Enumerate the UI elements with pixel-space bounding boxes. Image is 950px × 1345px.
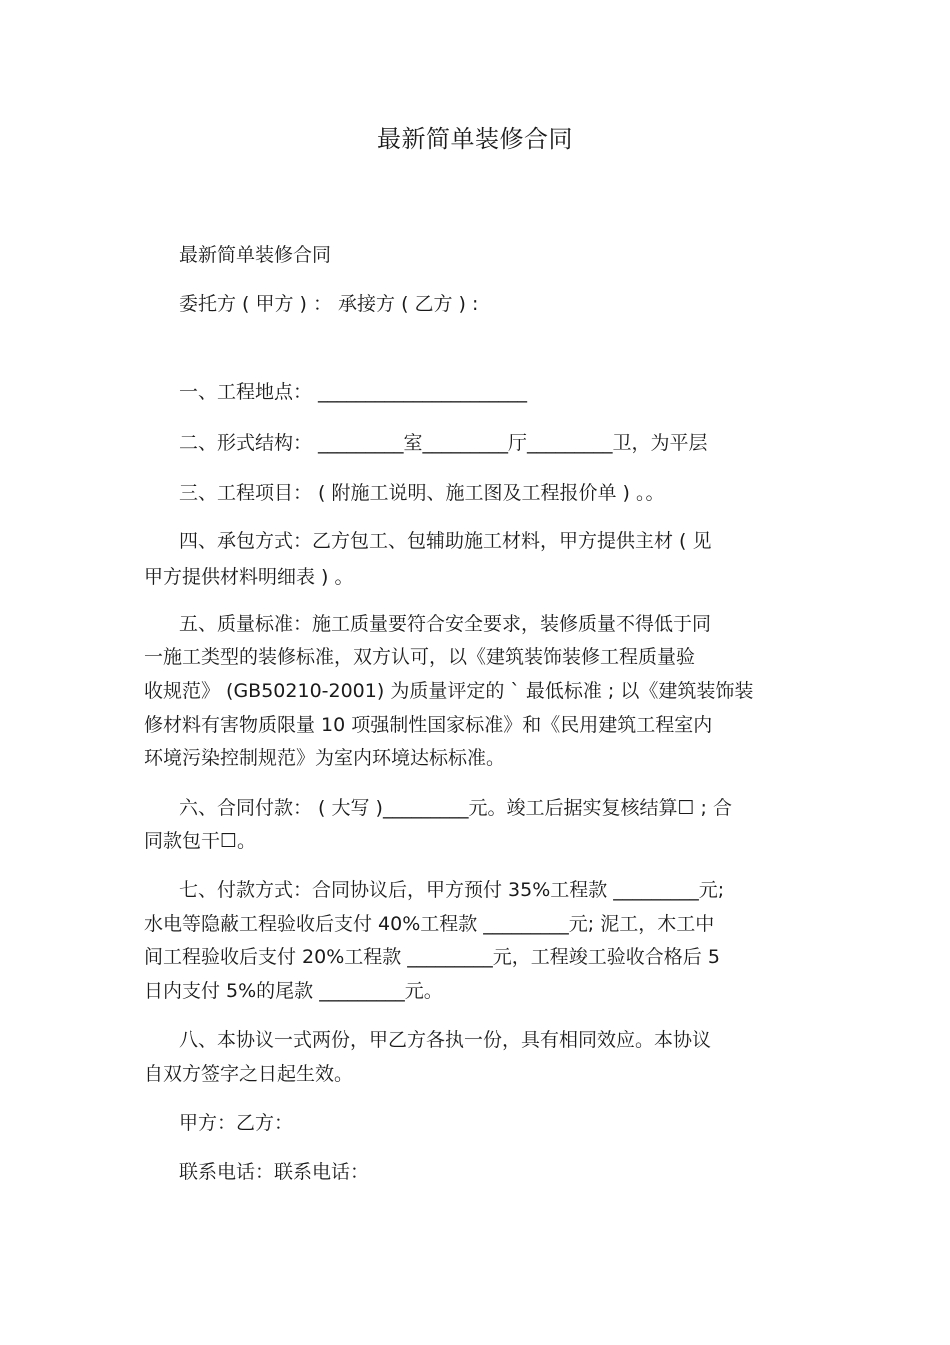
clause-8-line-1: 八、本协议一式两份，甲乙方各执一份，具有相同效应。本协议 — [179, 1029, 712, 1051]
phone-line: 联系电话：联系电话： — [179, 1161, 370, 1183]
clause-3-line-1: 三、工程项目： ( 附施工说明、施工图及工程报价单 ) 。。 — [179, 482, 665, 504]
clause-1-line-1: 一、工程地点： ______________________ — [179, 381, 528, 403]
clause-6-line-1: 六、合同付款： ( 大写 )_________元。竣工后据实复核结算☐ ; 合 — [179, 797, 732, 819]
clause-2-line-1: 二、形式结构： _________室_________厅_________卫，为平层 — [179, 432, 708, 454]
clause-7-line-1: 七、付款方式：合同协议后，甲方预付 35%工程款 _________元; — [179, 879, 725, 901]
clause-5-line-5: 环境污染控制规范》为室内环境达标标准。 — [144, 747, 506, 769]
clause-8-line-2: 自双方签字之日起生效。 — [144, 1063, 354, 1085]
clause-7-line-4: 日内支付 5%的尾款 _________元。 — [144, 980, 443, 1002]
clause-4-line-1: 四、承包方式：乙方包工、包辅助施工材料，甲方提供主材 ( 见 — [179, 530, 712, 552]
clause-6-line-2: 同款包干☐。 — [144, 830, 257, 852]
clause-7-line-2: 水电等隐蔽工程验收后支付 40%工程款 _________元; 泥工，木工中 — [144, 913, 715, 935]
clause-5-line-1: 五、质量标准：施工质量要符合安全要求，装修质量不得低于同 — [179, 613, 712, 635]
parties-line: 委托方 ( 甲方 ) ： 承接方 ( 乙方 ) : — [179, 293, 479, 315]
signature-line: 甲方：乙方： — [179, 1112, 294, 1134]
document-subtitle: 最新简单装修合同 — [179, 244, 332, 266]
clause-4-line-2: 甲方提供材料明细表 ) 。 — [144, 566, 354, 588]
clause-5-line-2: 一施工类型的装修标准，双方认可，以《建筑装饰装修工程质量验 — [144, 646, 696, 668]
document-title: 最新简单装修合同 — [377, 125, 573, 153]
clause-7-line-3: 间工程验收后支付 20%工程款 _________元，工程竣工验收合格后 5 — [144, 946, 720, 968]
clause-5-line-3: 收规范》 (GB50210-2001) 为质量评定的 ` 最低标准 ; 以《建筑装饰装 — [144, 680, 754, 702]
clause-5-line-4: 修材料有害物质限量 10 项强制性国家标准》和《民用建筑工程室内 — [144, 714, 713, 736]
